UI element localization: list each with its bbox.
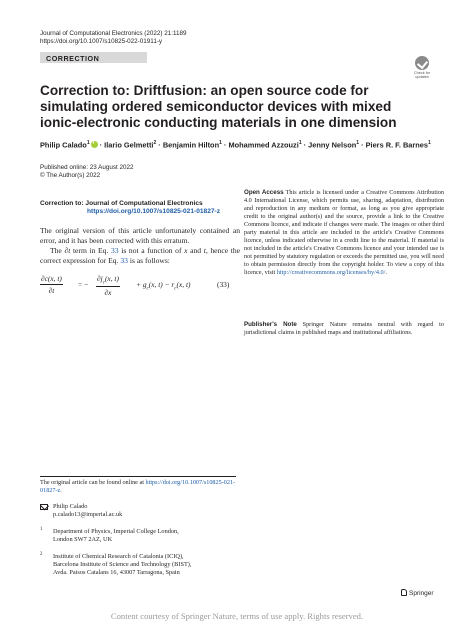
article-title: Correction to: Driftfusion: an open source code for simulating ordered semiconductor devices with mixed ionic-electronic conducting materials in one dimension [40,83,397,130]
equation-number: (33) [217,280,230,289]
article-type-label: CORRECTION [46,53,100,63]
badge-line-1: Check for [413,71,431,75]
author-name[interactable]: Philip Calado [40,140,87,150]
affiliation-2: Institute of Chemical Research of Catalonia (ICIQ), Barcelona Institute of Science and Technology (BIST), Avda. Paisos Catalans 16, 43007 Tarragona, Spain [53,553,192,576]
equation-reference-link[interactable]: 33 [120,256,128,265]
body-paragraph: The ∂t term in Eq. 33 is not a function of x and t, hence the correct expression for Eq. 33 is as follows: [40,246,240,265]
author-affiliation-mark: 1 [219,140,222,146]
published-date: Published online: 23 August 2022 [40,164,134,171]
courtesy-watermark: Content courtesy of Springer Nature, terms of use apply. Rights reserved. [110,611,364,621]
equation-reference-link[interactable]: 33 [110,246,119,255]
author-affiliation-mark: 1 [428,140,431,146]
springer-logo: Springer [401,589,434,597]
orcid-icon[interactable] [91,141,98,148]
author-name[interactable]: Jenny Nelson [308,140,357,150]
envelope-icon [40,504,48,510]
correction-source-label: Correction to: Journal of Computational Electronics [40,200,203,207]
author-list: Philip Calado$^1$i · Ilario Gelmetti$^2$ · Benjamin Hilton$^1$ · Mohammed Azzouzi$^1$ · Jenny Nelson$^1$ · Piers R. F. Barnes$^1$ [40,140,450,149]
publishers-note-label: Publisher's Note [244,321,297,328]
body-paragraph: The original version of this article unfortunately contained an error, and it has been corrected with this erratum. [40,226,240,245]
license-link[interactable]: http://creativecommons.org/licenses/by/4.0/ [276,269,386,277]
corresponding-author-name: Philip Calado [53,503,88,510]
affiliation-1: Department of Physics, Imperial College London, London SW7 2AZ, UK [53,528,179,543]
author-affiliation-mark: 1 [86,140,90,146]
article-doi[interactable]: https://doi.org/10.1007/s10825-022-01911-y [40,38,163,45]
equation-equals: = − [78,280,89,289]
article-type-banner [40,52,147,63]
footnote-divider [40,476,236,477]
equation-flux-fraction: $\frac{\partial j_c(x, t)}{\partial x}$ [97,274,119,298]
springer-horse-icon [401,589,407,596]
author-name[interactable]: Mohammed Azzouzi [228,140,299,150]
author-affiliation-mark: 2 [153,140,157,146]
open-access-label: Open Access [244,189,284,196]
author-name[interactable]: Piers R. F. Barnes [365,140,429,150]
author-name[interactable]: Ilario Gelmetti [104,140,154,150]
original-article-footnote: The original article can be found online at https://doi.org/10.1007/s10825-021-01827-z. [40,479,236,494]
copyright-notice: © The Author(s) 2022 [40,172,101,179]
equation-33 [40,274,240,296]
author-affiliation-mark: 1 [298,140,302,146]
original-article-link[interactable]: https://doi.org/10.1007/s10825-021-01827-z [40,479,236,494]
publishers-note: Publisher's Note Springer Nature remains neutral with regard to jurisdictional claims in published maps and institutional affiliations. [244,321,444,337]
open-access-statement: Open Access This article is licensed under a Creative Commons Attribution 4.0 International License, which permits use, sharing, adaptation, distribution and reproduction in any medium or format, as long as you give appropriate credit to the original author(s) and the source, provide a link to the Creative Commons licence, and indicate if changes were made. The images or other third party material in this article are included in the article's Creative Commons licence, unless indicated otherwise in a credit line to the material. If material is not included in the article's Creative Commons licence and your intended use is not permitted by statutory regulation or exceeds the permitted use, you will need to obtain permission directly from the copyright holder. To view a copy of this licence, visit http://creativecommons.org/licenses/by/4.0/. [244,189,444,277]
equation-lhs-fraction: $\frac{\partial c(x, t)}{\partial t}$ [41,274,62,295]
check-for-updates-badge[interactable] [408,56,436,79]
check-for-updates-icon [415,56,429,70]
journal-citation: Journal of Computational Electronics (2022) 21:1189 [40,30,187,37]
correction-source-doi-link[interactable]: https://doi.org/10.1007/s10825-021-01827-z [87,208,221,215]
affiliation-number: 1 [40,527,43,532]
corresponding-author-email[interactable]: p.calado13@imperial.ac.uk [53,511,123,518]
badge-line-2: updates [415,75,429,79]
author-affiliation-mark: 1 [356,140,360,146]
author-name[interactable]: Benjamin Hilton [162,140,220,150]
affiliation-number: 2 [40,552,43,557]
equation-source-terms: + $g_c(x$, $t) - r_c(x$, t) [136,280,191,292]
